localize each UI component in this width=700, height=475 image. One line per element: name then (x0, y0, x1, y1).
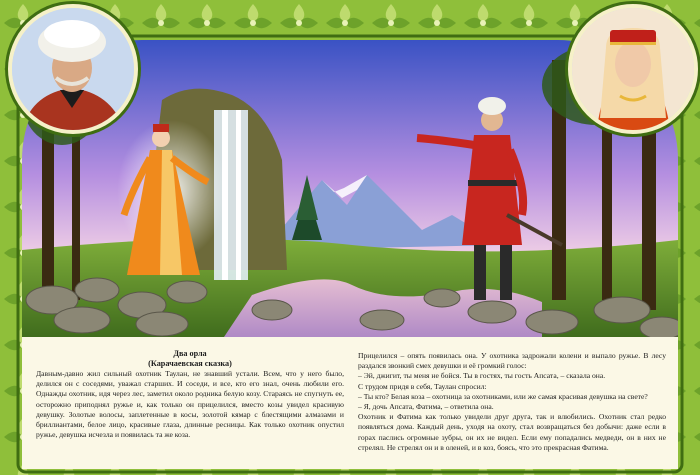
story-line: С трудом придя в себя, Таулан спросил: (358, 381, 487, 391)
story-line: Охотник и Фатима как только увидели друг друга, так и влюбились. Охотник стал редко появляться дома. Каждый день, уходя на охоту, стал возвращаться без добычи: даже если в горах паслись огромные зубры, он их не видел. Если ему попадались медведи, он в них не стрелял. Не стрелял он и в оленей, и в коз, боясь, что это прекрасная Фатима. (358, 412, 666, 452)
story-title: Два орла (173, 349, 207, 358)
story-left-column (36, 349, 344, 440)
story-line: Прицелился – опять появилась она. У охотника задрожали колени и выпало ружье. В лесу раздался звонкий смех девушки и её громкий голос: (358, 351, 666, 371)
hunter-portrait-medallion (8, 4, 138, 134)
story-right-column (358, 351, 666, 453)
story-line: – Ты кто? Белая коза – охотница за охотниками, или же самая красивая девушка на свете? (358, 391, 648, 401)
story-line: – Я, дочь Апсата, Фатима, – ответила она. (358, 402, 494, 412)
story-text-panel (22, 337, 678, 469)
story-paragraph: Давным-давно жил сильный охотник Таулан, не знавший устали. Всем, что у него было, делился он с соседями, уважал старших. И соседи, и все, кто его знал, очень любили его. Однажды охотник, идя через лес, заметил около родника белую козу. Стараясь не спугнуть ее, осторожно приподнял ружье и, как только он прицелился, вместо козы увидел красивую девушку. Золотые волосы, заплетенные в косы, золотой кямар с блестящими алмазами и бриллиантами, белое лицо, красивые глаза, длинные ресницы. Как только охотник опустил ружье, девушка исчезла и появилась та же коза. (36, 369, 344, 440)
story-subtitle: (Карачаевская сказка) (148, 359, 232, 368)
story-line: – Эй, джигит, ты меня не бойся. Ты в гостях, ты гость Апсата, – сказала она. (358, 371, 606, 381)
maiden-portrait-medallion (568, 4, 698, 134)
